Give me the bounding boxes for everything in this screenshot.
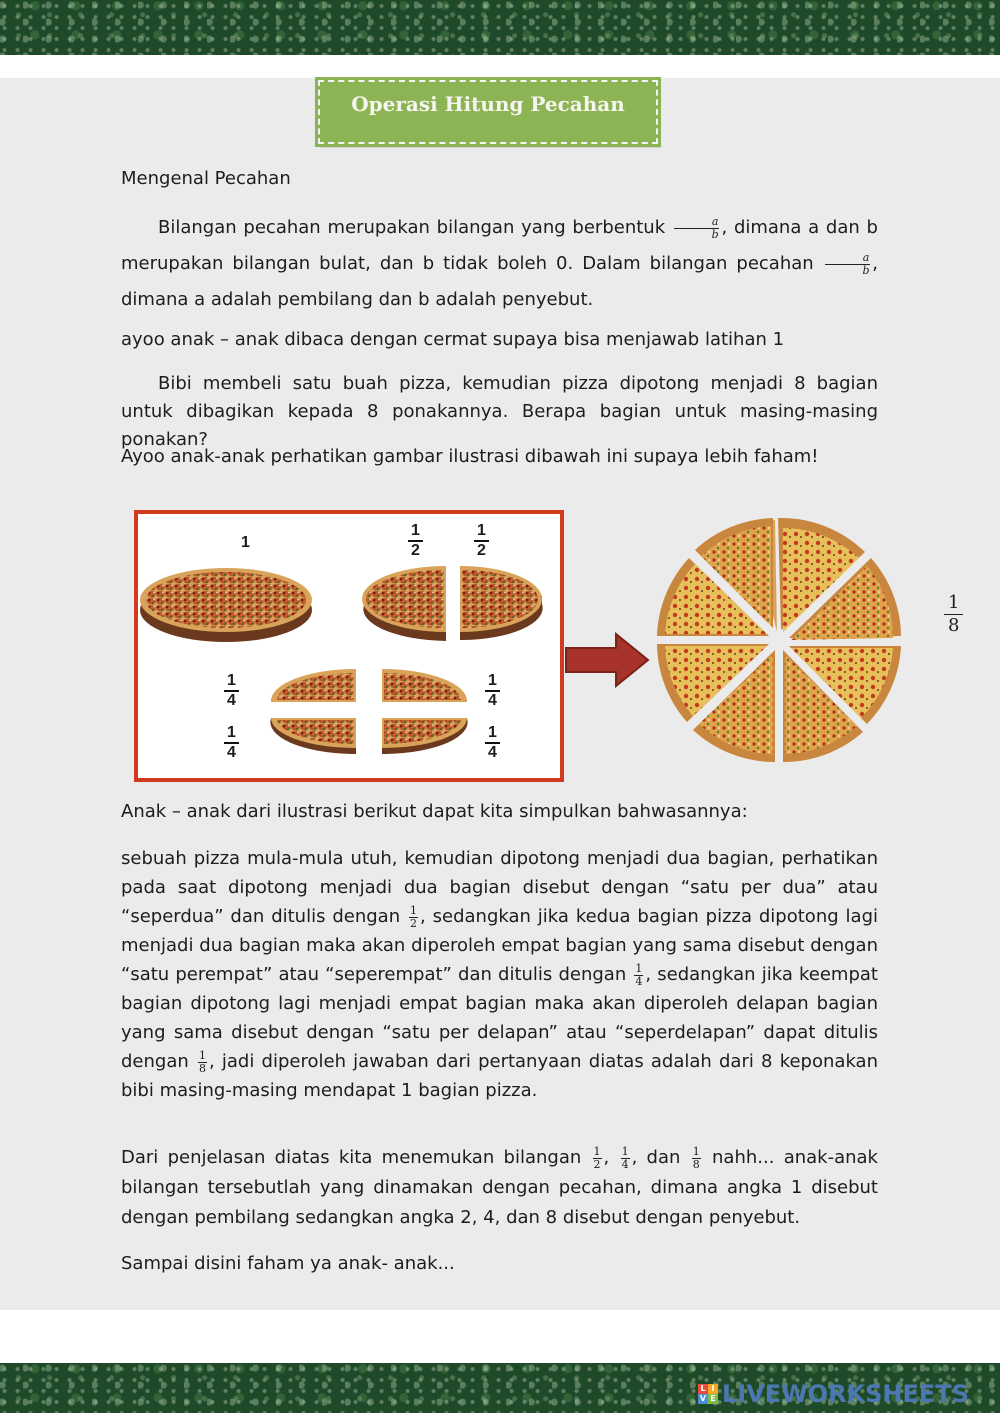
logo-text: LIVEWORKSHEETS [722,1380,969,1408]
label-half-left: 1 2 [408,522,423,560]
label-quarter-top-left: 1 4 [224,672,239,710]
definition-text-3: , dimana a adalah pembilang dan b adalah penyebut. [121,253,878,310]
illustration-prompt: Ayoo anak-anak perhatikan gambar ilustrasi dibawah ini supaya lebih faham! [121,446,819,467]
definition-paragraph [121,210,878,318]
title-banner [318,80,658,144]
fraction-one-eighth: $\frac{1}{8}$ [944,592,963,637]
definition-text-2: , dimana a dan b merupakan bilangan bulat, dan b tidak boleh 0. Dalam bilangan pecahan [121,217,878,274]
whole-pizza [140,568,312,642]
story-paragraph: Bibi membeli satu buah pizza, kemudian pizza dipotong menjadi 8 bagian untuk dibagikan kepada 8 ponakannya. Berapa bagian untuk masing-masing ponakan? [121,373,878,450]
fraction-one-half: $\frac{1}{2}$ [593,1144,601,1171]
label-quarter-bottom-right: 1 4 [485,724,500,762]
conclusion-intro: Anak – anak dari ilustrasi berikut dapat kita simpulkan bahwasannya: [121,801,748,822]
fraction-one-eighth-inline: $\frac{1}{8}$ [198,1048,206,1075]
liveworksheets-logo[interactable] [698,1380,969,1408]
logo-mark-icon: L I V E [698,1384,718,1404]
explanation-text-3: , sedangkan jika keempat bagian dipotong lagi menjadi empat bagian maka akan diperoleh delapan bagian yang sama disebut dengan “satu per delapan” atau “seperdelapan” dapat ditulis dengan [121,964,878,1072]
quarter-pizzas [270,669,467,754]
label-quarter-bottom-left: 1 4 [224,724,239,762]
top-decorative-band [0,0,1000,55]
pizza-eight-slices [654,514,908,762]
instruction-line: ayoo anak – anak dibaca dengan cermat supaya bisa menjawab latihan 1 [121,329,785,350]
section-heading: Mengenal Pecahan [121,168,291,189]
right-arrow-icon [564,632,652,688]
explanation-text-1: sebuah pizza mula-mula utuh, kemudian dipotong menjadi dua bagian, perhatikan pada saat dipotong menjadi dua bagian disebut dengan “satu per dua” atau “seperdua” dan ditulis dengan [121,848,878,927]
fraction-one-half: $\frac{1}{2}$ [410,903,418,930]
label-half-right: 1 2 [474,522,489,560]
explanation-paragraph [121,844,878,1105]
definition-text-1: Bilangan pecahan merupakan bilangan yang berbentuk [158,217,666,238]
page-title: Operasi Hitung Pecahan [351,92,625,116]
pizza-fraction-illustration [134,510,564,782]
half-pizza-left [362,566,446,641]
summary-paragraph: Dari penjelasan diatas kita menemukan bilangan $\frac{1}{2}$ , $\frac{1}{4}$ , dan $\frac{1}{8}$ nahh... anak-anak bilangan tersebutlah yang dinamakan dengan pecahan, dimana angka 1 disebut dengan pembilang sedangkan angka 2, 4, dan 8 disebut dengan penyebut. [121,1144,878,1228]
label-quarter-top-right: 1 4 [485,672,500,710]
fraction-one-quarter: $\frac{1}{4}$ [635,961,643,988]
summary-text-2: nahh... anak-anak bilangan tersebutlah yang dinamakan dengan pecahan, dimana angka 1 disebut dengan pembilang sedangkan angka 2, 4, dan 8 disebut dengan penyebut. [121,1147,878,1228]
closing-line: Sampai disini faham ya anak- anak... [121,1253,455,1274]
fraction-one-quarter: $\frac{1}{4}$ [621,1144,629,1171]
fraction-a-over-b: $\frac{a}{b}$ [825,252,871,277]
fraction-one-eighth-inline: $\frac{1}{8}$ [692,1144,700,1171]
label-whole: 1 [241,534,250,551]
summary-text-1: Dari penjelasan diatas kita menemukan bilangan [121,1147,582,1168]
half-pizza-right [460,566,543,640]
explanation-text-2: , sedangkan jika kedua bagian pizza dipotong lagi menjadi dua bagian maka akan diperoleh empat bagian yang sama disebut dengan “satu perempat” atau “seperempat” dan ditulis dengan [121,906,878,985]
fraction-a-over-b: $\frac{a}{b}$ [674,216,720,241]
explanation-text-4: , jadi diperoleh jawaban dari pertanyaan diatas adalah dari 8 keponakan bibi masing-masing mendapat 1 bagian pizza. [121,1051,878,1101]
